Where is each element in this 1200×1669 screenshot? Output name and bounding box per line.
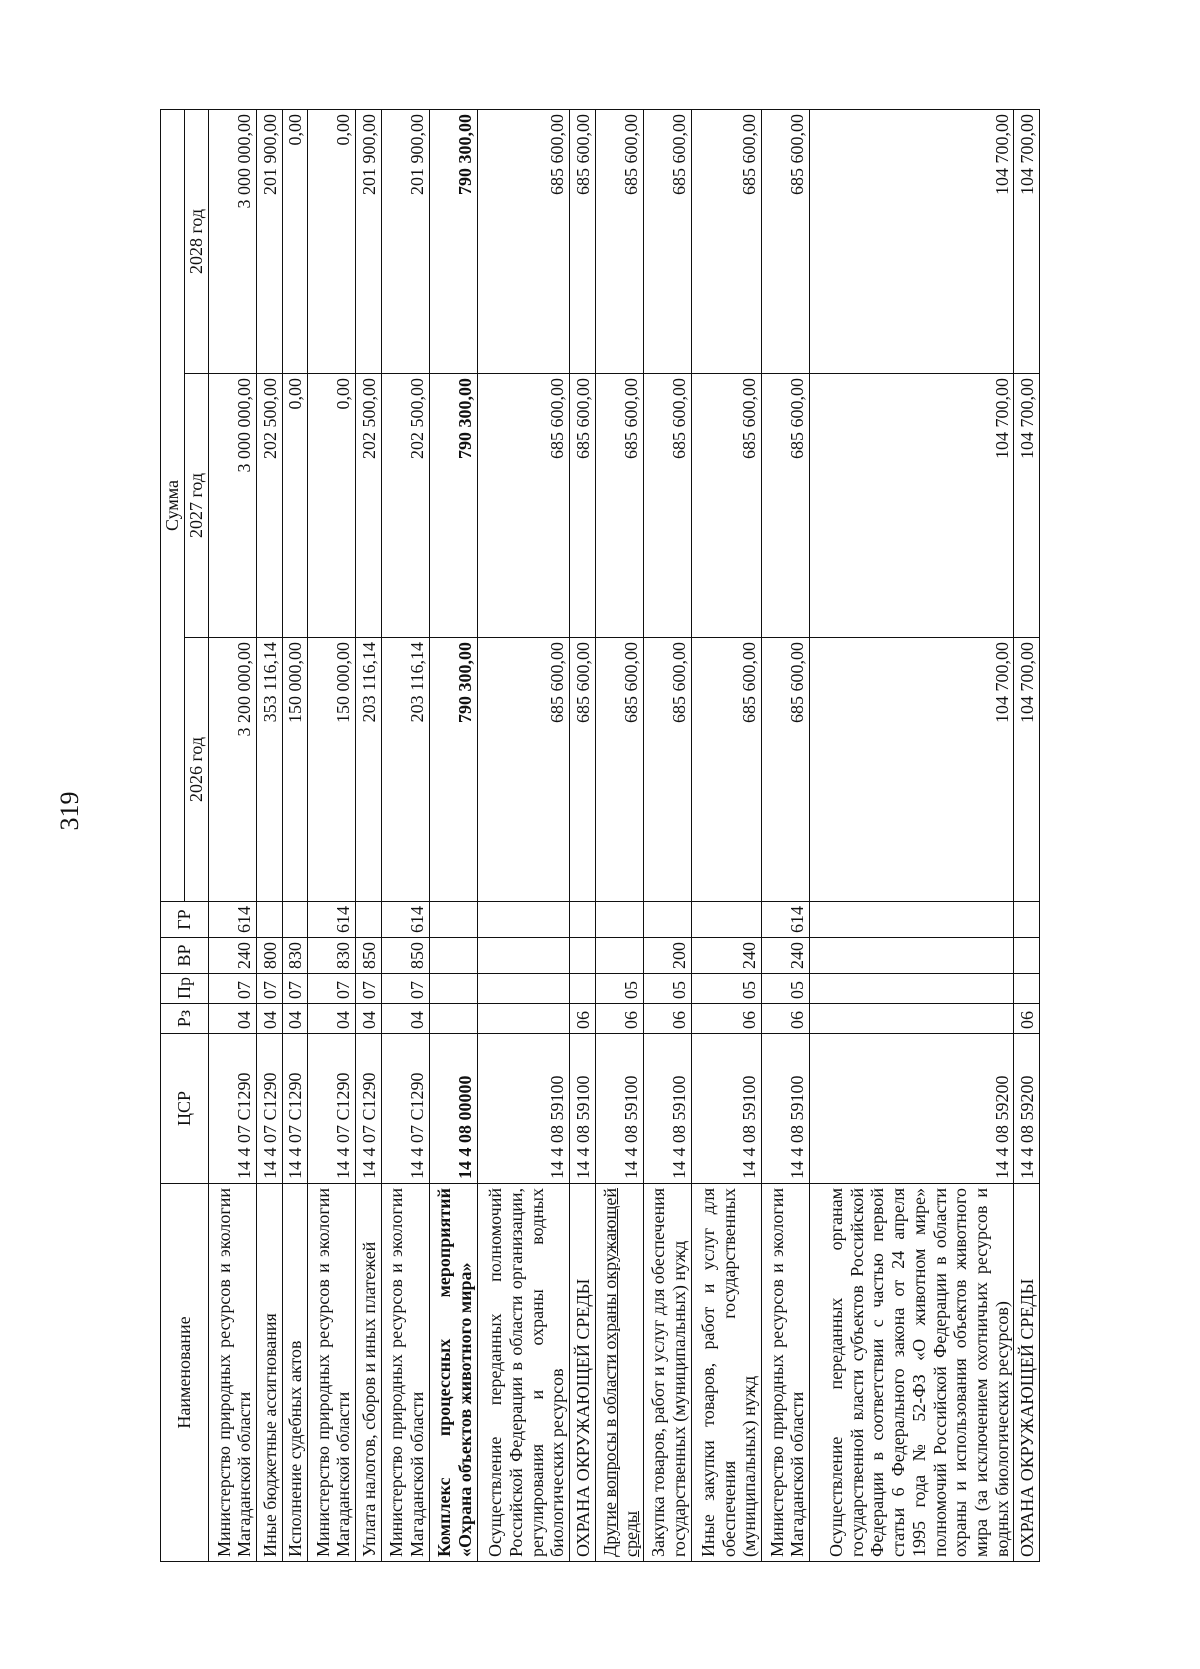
cell-gr (477, 902, 570, 938)
cell-gr: 614 (761, 902, 809, 938)
cell-csr: 14 4 08 59100 (761, 1034, 809, 1184)
cell-2026: 685 600,00 (595, 638, 643, 902)
cell-name: Иные бюджетные ассигнования (256, 1184, 282, 1562)
cell-rz (809, 1004, 1013, 1034)
cell-2026: 104 700,00 (809, 638, 1013, 902)
cell-gr (809, 902, 1013, 938)
cell-2028: 201 900,00 (356, 109, 382, 373)
cell-2026: 790 300,00 (429, 638, 477, 902)
cell-gr: 614 (308, 902, 356, 938)
cell-csr: 14 4 07 С1290 (209, 1034, 257, 1184)
cell-csr: 14 4 08 59100 (643, 1034, 691, 1184)
cell-vr (477, 938, 570, 974)
cell-vr (809, 938, 1013, 974)
cell-rz: 06 (691, 1004, 761, 1034)
cell-csr: 14 4 08 59200 (1014, 1034, 1040, 1184)
cell-name: Министерство природных ресурсов и экологии Магаданской области (209, 1184, 257, 1562)
table-row (477, 109, 570, 1561)
cell-2026: 685 600,00 (643, 638, 691, 902)
table-row (761, 109, 809, 1561)
cell-2026: 685 600,00 (761, 638, 809, 902)
cell-2026: 203 116,14 (381, 638, 429, 902)
cell-rz: 04 (356, 1004, 382, 1034)
cell-name: Министерство природных ресурсов и экологии Магаданской области (381, 1184, 429, 1562)
cell-csr: 14 4 07 С1290 (256, 1034, 282, 1184)
header-gr: ГР (161, 902, 209, 938)
cell-gr (691, 902, 761, 938)
table-row (282, 109, 308, 1561)
cell-2027: 685 600,00 (477, 374, 570, 638)
table-row (429, 109, 477, 1561)
cell-vr: 830 (308, 938, 356, 974)
cell-gr (570, 902, 596, 938)
cell-name: Комплекс процессных мероприятий «Охрана объектов животного мира» (429, 1184, 477, 1562)
cell-gr (1014, 902, 1040, 938)
cell-2028: 685 600,00 (761, 109, 809, 373)
cell-2027: 685 600,00 (691, 374, 761, 638)
cell-pr: 07 (308, 974, 356, 1004)
cell-2027: 685 600,00 (595, 374, 643, 638)
cell-gr (643, 902, 691, 938)
cell-name: Осуществление переданных органам государственной власти субъектов Российской Федерации в соответствии с частью первой статьи 6 Федерального закона от 24 апреля 1995 года № 52-ФЗ «О животном мире» полномочий Российской Федерации в области охраны и использования объектов животного мира (за исключением охотничьих ресурсов и водных биологических ресурсов) (809, 1184, 1013, 1562)
cell-2028: 0,00 (282, 109, 308, 373)
cell-2028: 685 600,00 (477, 109, 570, 373)
cell-pr: 07 (356, 974, 382, 1004)
cell-gr (429, 902, 477, 938)
budget-table (160, 109, 1040, 1562)
cell-rz: 06 (643, 1004, 691, 1034)
header-year-2027: 2027 год (185, 374, 209, 638)
cell-csr: 14 4 07 С1290 (381, 1034, 429, 1184)
cell-2027: 202 500,00 (356, 374, 382, 638)
cell-name: Уплата налогов, сборов и иных платежей (356, 1184, 382, 1562)
cell-2028: 3 000 000,00 (209, 109, 257, 373)
cell-csr: 14 4 07 С1290 (308, 1034, 356, 1184)
cell-2028: 790 300,00 (429, 109, 477, 373)
cell-pr: 05 (595, 974, 643, 1004)
cell-pr: 05 (761, 974, 809, 1004)
page-number: 319 (55, 791, 84, 831)
cell-pr: 07 (381, 974, 429, 1004)
cell-2028: 685 600,00 (643, 109, 691, 373)
cell-name: Закупка товаров, работ и услуг для обеспечения государственных (муниципальных) нужд (643, 1184, 691, 1562)
cell-pr: 07 (209, 974, 257, 1004)
cell-vr: 200 (643, 938, 691, 974)
cell-vr: 240 (209, 938, 257, 974)
table-row (256, 109, 282, 1561)
cell-2026: 685 600,00 (477, 638, 570, 902)
cell-vr: 240 (761, 938, 809, 974)
cell-name: Другие вопросы в области охраны окружающей среды (595, 1184, 643, 1562)
table-row (691, 109, 761, 1561)
cell-vr: 850 (356, 938, 382, 974)
cell-2028: 685 600,00 (595, 109, 643, 373)
cell-2026: 353 116,14 (256, 638, 282, 902)
table-row (570, 109, 596, 1561)
cell-pr: 07 (256, 974, 282, 1004)
cell-pr: 05 (691, 974, 761, 1004)
cell-2026: 685 600,00 (691, 638, 761, 902)
cell-pr (570, 974, 596, 1004)
cell-gr (595, 902, 643, 938)
cell-csr: 14 4 08 59100 (691, 1034, 761, 1184)
table-row (643, 109, 691, 1561)
cell-pr (429, 974, 477, 1004)
cell-2027: 685 600,00 (570, 374, 596, 638)
cell-2028: 201 900,00 (381, 109, 429, 373)
header-pr: Пр (161, 974, 209, 1004)
cell-name: Осуществление переданных полномочий Российской Федерации в области организации, регулирования и охраны водных биологических ресурсов (477, 1184, 570, 1562)
cell-vr: 800 (256, 938, 282, 974)
header-rz: Рз (161, 1004, 209, 1034)
cell-csr: 14 4 08 59200 (809, 1034, 1013, 1184)
table-row (381, 109, 429, 1561)
cell-gr (356, 902, 382, 938)
cell-2027: 0,00 (308, 374, 356, 638)
cell-2026: 685 600,00 (570, 638, 596, 902)
table-row (356, 109, 382, 1561)
table-row (308, 109, 356, 1561)
cell-pr (477, 974, 570, 1004)
cell-csr: 14 4 08 59100 (570, 1034, 596, 1184)
budget-table-sheet (160, 110, 1040, 1562)
cell-vr (570, 938, 596, 974)
cell-vr (429, 938, 477, 974)
cell-gr: 614 (381, 902, 429, 938)
cell-name: Министерство природных ресурсов и экологии Магаданской области (761, 1184, 809, 1562)
cell-2027: 685 600,00 (761, 374, 809, 638)
cell-pr: 05 (643, 974, 691, 1004)
header-name: Наименование (161, 1184, 209, 1562)
cell-gr: 614 (209, 902, 257, 938)
table-row (809, 109, 1013, 1561)
cell-pr (809, 974, 1013, 1004)
cell-rz: 06 (1014, 1004, 1040, 1034)
header-year-2028: 2028 год (185, 109, 209, 373)
cell-2027: 0,00 (282, 374, 308, 638)
cell-gr (282, 902, 308, 938)
cell-2027: 202 500,00 (256, 374, 282, 638)
cell-pr: 07 (282, 974, 308, 1004)
cell-csr: 14 4 08 59100 (595, 1034, 643, 1184)
cell-2028: 201 900,00 (256, 109, 282, 373)
cell-2028: 104 700,00 (809, 109, 1013, 373)
cell-vr: 830 (282, 938, 308, 974)
header-csr: ЦСР (161, 1034, 209, 1184)
cell-2028: 104 700,00 (1014, 109, 1040, 373)
header-year-2026: 2026 год (185, 638, 209, 902)
header-vr: ВР (161, 938, 209, 974)
cell-2026: 150 000,00 (282, 638, 308, 902)
cell-2026: 104 700,00 (1014, 638, 1040, 902)
cell-csr: 14 4 08 59100 (477, 1034, 570, 1184)
cell-2027: 104 700,00 (1014, 374, 1040, 638)
cell-2028: 685 600,00 (691, 109, 761, 373)
header-sum: Сумма (161, 109, 185, 901)
cell-2028: 0,00 (308, 109, 356, 373)
cell-2027: 685 600,00 (643, 374, 691, 638)
cell-2027: 790 300,00 (429, 374, 477, 638)
cell-rz (477, 1004, 570, 1034)
cell-rz: 04 (282, 1004, 308, 1034)
cell-rz: 06 (595, 1004, 643, 1034)
cell-rz: 04 (308, 1004, 356, 1034)
table-row (209, 109, 257, 1561)
cell-rz (429, 1004, 477, 1034)
cell-name: Иные закупки товаров, работ и услуг для обеспечения государственных (муниципальных) нужд (691, 1184, 761, 1562)
cell-vr (1014, 938, 1040, 974)
cell-csr: 14 4 07 С1290 (356, 1034, 382, 1184)
cell-rz: 06 (761, 1004, 809, 1034)
cell-name: Исполнение судебных актов (282, 1184, 308, 1562)
cell-name: ОХРАНА ОКРУЖАЮЩЕЙ СРЕДЫ (1014, 1184, 1040, 1562)
cell-csr: 14 4 07 С1290 (282, 1034, 308, 1184)
cell-vr (595, 938, 643, 974)
table-row (1014, 109, 1040, 1561)
cell-2027: 3 000 000,00 (209, 374, 257, 638)
table-header (161, 109, 209, 1561)
cell-2026: 3 200 000,00 (209, 638, 257, 902)
cell-rz: 04 (256, 1004, 282, 1034)
cell-pr (1014, 974, 1040, 1004)
cell-gr (256, 902, 282, 938)
cell-2028: 685 600,00 (570, 109, 596, 373)
cell-vr: 240 (691, 938, 761, 974)
cell-2026: 203 116,14 (356, 638, 382, 902)
cell-rz: 06 (570, 1004, 596, 1034)
cell-vr: 850 (381, 938, 429, 974)
cell-2027: 202 500,00 (381, 374, 429, 638)
table-row (595, 109, 643, 1561)
cell-rz: 04 (381, 1004, 429, 1034)
cell-name: Министерство природных ресурсов и экологии Магаданской области (308, 1184, 356, 1562)
cell-csr: 14 4 08 00000 (429, 1034, 477, 1184)
table-body (209, 109, 1040, 1561)
cell-name: ОХРАНА ОКРУЖАЮЩЕЙ СРЕДЫ (570, 1184, 596, 1562)
cell-2027: 104 700,00 (809, 374, 1013, 638)
cell-rz: 04 (209, 1004, 257, 1034)
cell-2026: 150 000,00 (308, 638, 356, 902)
